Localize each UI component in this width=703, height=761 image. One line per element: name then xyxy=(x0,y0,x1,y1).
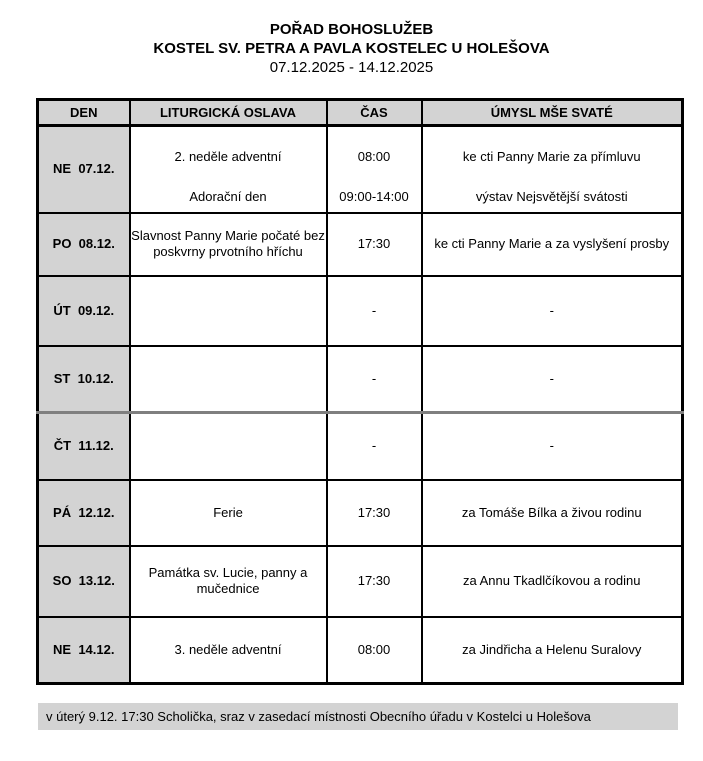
table-row-po-08-12 xyxy=(38,213,683,276)
table-row-ne-14-12 xyxy=(38,617,683,684)
time-cell xyxy=(327,126,422,213)
date-range: 07.12.2025 - 14.12.2025 xyxy=(269,59,434,76)
day-cell: NE 07.12. xyxy=(38,126,130,213)
time-cell: 17:30 xyxy=(327,546,422,617)
page-subtitle: KOSTEL SV. PETRA A PAVLA KOSTELEC U HOLEŠOVA xyxy=(153,40,550,57)
intention-line-2: výstav Nejsvětější svátosti xyxy=(475,188,628,204)
intention-cell: za Tomáše Bílka a živou rodinu xyxy=(422,480,683,546)
celebration-cell xyxy=(130,276,327,346)
time-cell: 17:30 xyxy=(327,480,422,546)
table-row-pa-12-12 xyxy=(38,480,683,546)
day-cell: SO 13.12. xyxy=(38,546,130,617)
celebration-cell xyxy=(130,346,327,413)
day-cell: NE 14.12. xyxy=(38,617,130,684)
intention-cell: ke cti Panny Marie a za vyslyšení prosby xyxy=(422,213,683,276)
intention-cell: - xyxy=(422,413,683,480)
day-cell: ČT 11.12. xyxy=(38,413,130,480)
time-cell: - xyxy=(327,276,422,346)
table-row-ut-09-12 xyxy=(38,276,683,346)
celebration-line-2: Adorační den xyxy=(189,188,267,204)
celebration-cell: Ferie xyxy=(130,480,327,546)
time-line-1: 08:00 xyxy=(357,148,391,164)
time-cell: - xyxy=(327,413,422,480)
footer-note: v úterý 9.12. 17:30 Scholička, sraz v zasedací místnosti Obecního úřadu v Kostelci u Holešova xyxy=(38,703,678,730)
celebration-cell xyxy=(130,126,327,213)
celebration-cell xyxy=(130,413,327,480)
day-cell: ST 10.12. xyxy=(38,346,130,413)
col-header-day: DEN xyxy=(38,100,130,126)
celebration-line-1: 2. neděle adventní xyxy=(174,148,282,164)
celebration-cell: 3. neděle adventní xyxy=(130,617,327,684)
table-row-ne-07-12 xyxy=(38,126,683,213)
time-cell: - xyxy=(327,346,422,413)
col-header-time: ČAS xyxy=(327,100,422,126)
schedule-table xyxy=(36,98,684,685)
intention-line-1: ke cti Panny Marie za přímluvu xyxy=(462,148,641,164)
intention-cell: za Annu Tkadlčíkovou a rodinu xyxy=(422,546,683,617)
intention-cell: - xyxy=(422,276,683,346)
time-cell: 08:00 xyxy=(327,617,422,684)
celebration-cell: Památka sv. Lucie, panny a mučednice xyxy=(130,546,327,617)
table-row-so-13-12 xyxy=(38,546,683,617)
page-title: POŘAD BOHOSLUŽEB xyxy=(269,21,434,38)
day-cell: PO 08.12. xyxy=(38,213,130,276)
celebration-cell: Slavnost Panny Marie počaté bez poskvrny prvotního hříchu xyxy=(130,213,327,276)
intention-cell: za Jindřicha a Helenu Suralovy xyxy=(422,617,683,684)
time-cell: 17:30 xyxy=(327,213,422,276)
document-header xyxy=(0,0,703,77)
intention-cell: - xyxy=(422,346,683,413)
day-cell: ÚT 09.12. xyxy=(38,276,130,346)
day-cell: PÁ 12.12. xyxy=(38,480,130,546)
table-row-st-10-12 xyxy=(38,346,683,413)
col-header-celebration: LITURGICKÁ OSLAVA xyxy=(130,100,327,126)
table-row-ct-11-12 xyxy=(38,413,683,480)
time-line-2: 09:00-14:00 xyxy=(339,188,409,204)
table-header-row xyxy=(38,100,683,126)
col-header-intention: ÚMYSL MŠE SVATÉ xyxy=(422,100,683,126)
intention-cell xyxy=(422,126,683,213)
